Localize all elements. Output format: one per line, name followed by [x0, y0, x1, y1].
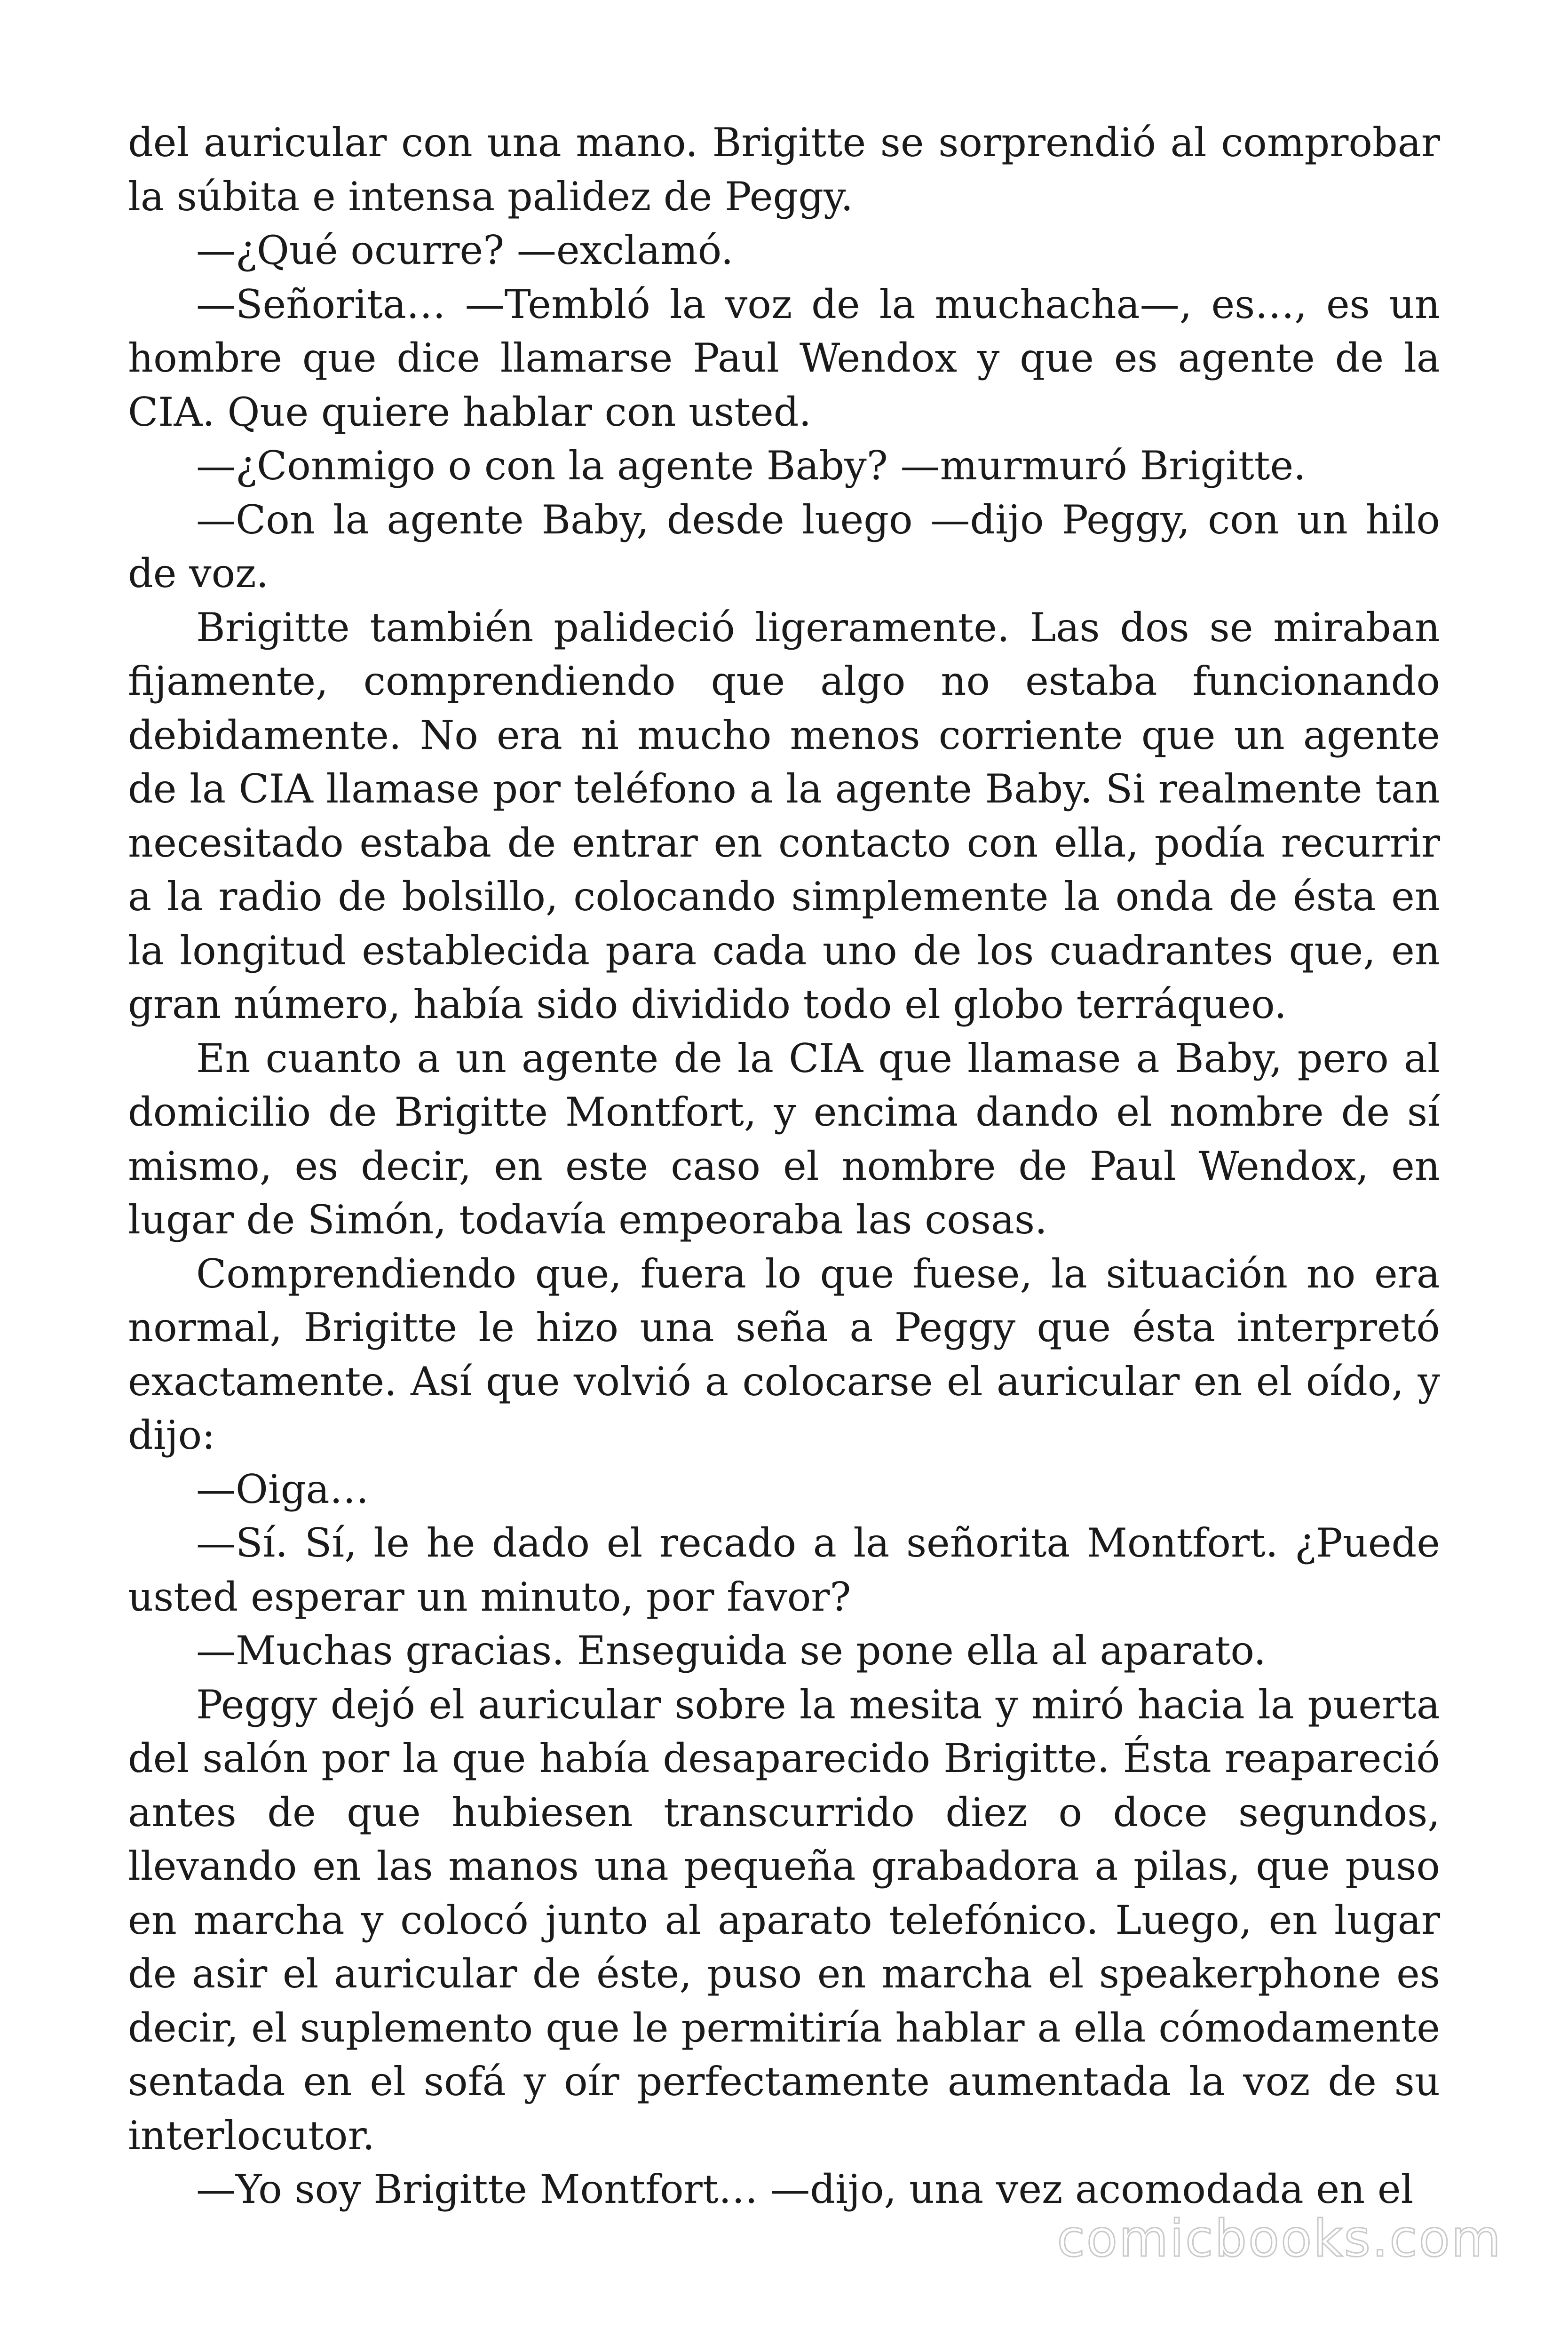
paragraph: —Con la agente Baby, desde luego —dijo Peggy, con un hilo de voz.	[128, 496, 1440, 596]
paragraph: Brigitte también palideció ligeramente. Las dos se miraban fijamente, comprendiendo que algo no estaba funcionando debidamente. No era ni mucho menos corriente que un agente de la CIA llamase por teléfono a la agente Baby. Si realmente tan necesitado estaba de entrar en contacto con ella, podía recurrir a la radio de bolsillo, colocando simplemente la onda de ésta en la longitud establecida para cada uno de los cuadrantes que, en gran número, había sido dividido todo el globo terráqueo.	[128, 604, 1440, 1027]
paragraph: —¿Conmigo o con la agente Baby? —murmuró Brigitte.	[196, 443, 1306, 489]
paragraph: —Sí. Sí, le he dado el recado a la señorita Montfort. ¿Puede usted esperar un minuto, por favor?	[128, 1520, 1440, 1620]
paragraph: Comprendiendo que, fuera lo que fuese, la situación no era normal, Brigitte le hizo una seña a Peggy que ésta interpretó exactamente. Así que volvió a colocarse el auricular en el oído, y dijo:	[128, 1250, 1440, 1458]
paragraph: —Muchas gracias. Enseguida se pone ella al aparato.	[196, 1628, 1267, 1674]
paragraph: del auricular con una mano. Brigitte se sorprendió al comprobar la súbita e intensa palidez de Peggy.	[128, 119, 1440, 220]
watermark: comicbooks.com	[1057, 2209, 1502, 2268]
paragraph: —Yo soy Brigitte Montfort… —dijo, una vez acomodada en el	[196, 2166, 1414, 2212]
paragraph: —Oiga…	[196, 1466, 369, 1512]
paragraph: En cuanto a un agente de la CIA que llamase a Baby, pero al domicilio de Brigitte Montfort, y encima dando el nombre de sí mismo, es decir, en este caso el nombre de Paul Wendox, en lugar de Simón, todavía empeoraba las cosas.	[128, 1035, 1440, 1243]
body-text	[128, 116, 1440, 2217]
paragraph: —¿Qué ocurre? —exclamó.	[196, 227, 734, 273]
paragraph: Peggy dejó el auricular sobre la mesita y miró hacia la puerta del salón por la que había desaparecido Brigitte. Ésta reapareció antes de que hubiesen transcurrido diez o doce segundos, llevando en las manos una pequeña grabadora a pilas, que puso en marcha y colocó junto al aparato telefónico. Luego, en lugar de asir el auricular de éste, puso en marcha el speakerphone es decir, el suplemento que le permitiría hablar a ella cómodamente sentada en el sofá y oír perfectamente aumentada la voz de su interlocutor.	[128, 1681, 1440, 2159]
paragraph: —Señorita… —Tembló la voz de la muchacha—, es…, es un hombre que dice llamarse Paul Wendox y que es agente de la CIA. Que quiere hablar con usted.	[128, 281, 1440, 435]
